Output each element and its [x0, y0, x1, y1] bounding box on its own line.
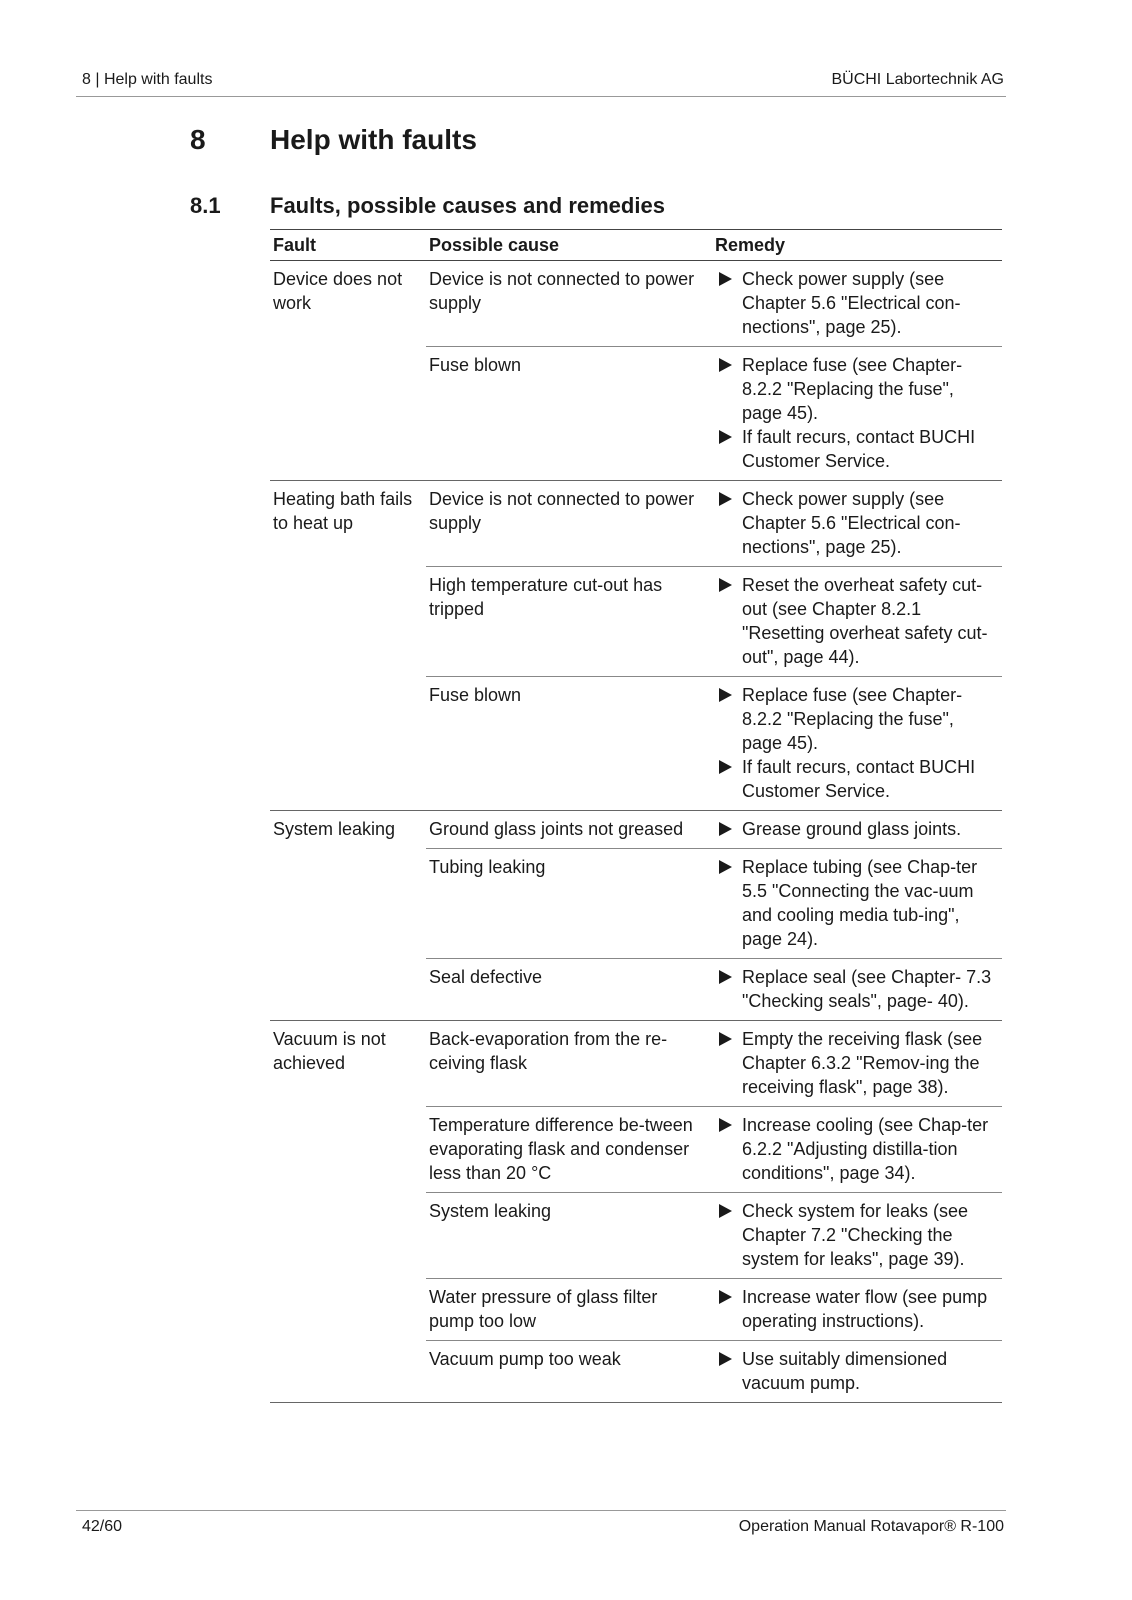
cause-cell: Seal defective	[429, 967, 543, 987]
table-row	[426, 261, 1002, 347]
remedy-text: Check system for leaks (see Chapter 7.2 "Checking the system for leaks", page 39).	[742, 1201, 969, 1269]
table-row	[426, 567, 1002, 677]
remedy-cell	[712, 849, 1002, 958]
fault-cell: Device does not work	[273, 269, 403, 313]
table-header	[270, 229, 1002, 261]
remedy-cell	[712, 959, 1002, 1020]
cause-cell: Vacuum pump too weak	[429, 1349, 621, 1369]
table-row	[426, 811, 1002, 849]
table-row	[426, 347, 1002, 480]
remedy-text: Reset the overheat safety cut-out (see Chapter 8.2.1 "Resetting overheat safety cut-out", page 44).	[742, 575, 988, 667]
cause-cell: Device is not connected to power supply	[429, 489, 695, 533]
remedy-text: If fault recurs, contact BUCHI Customer Service.	[742, 427, 976, 471]
remedy-item	[715, 1113, 998, 1185]
section-title: Faults, possible causes and remedies	[270, 193, 665, 218]
fault-cell: System leaking	[273, 819, 396, 839]
fault-group	[270, 811, 1002, 1021]
remedy-cell	[712, 811, 1002, 848]
remedy-item	[715, 755, 998, 803]
remedy-cell	[712, 261, 1002, 346]
remedy-text: Grease ground glass joints.	[742, 819, 962, 839]
footer-document-title: Operation Manual Rotavapor® R-100	[738, 1518, 1004, 1535]
remedy-text: If fault recurs, contact BUCHI Customer Service.	[742, 757, 976, 801]
remedy-text: Check power supply (see Chapter 5.6 "Electrical con-nections", page 25).	[742, 489, 961, 557]
fault-cell: Vacuum is not achieved	[273, 1029, 386, 1073]
remedy-item	[715, 683, 998, 755]
remedy-item	[715, 1027, 998, 1099]
table-row	[426, 849, 1002, 959]
header-divider	[76, 96, 1006, 97]
remedy-item	[715, 573, 998, 669]
remedy-text: Increase cooling (see Chap-ter 6.2.2 "Adjusting distilla-tion conditions", page 34).	[742, 1115, 989, 1183]
remedy-item	[715, 1199, 998, 1271]
remedy-cell	[712, 481, 1002, 566]
triangle-bullet-icon	[715, 353, 742, 425]
remedy-text: Replace seal (see Chapter- 7.3 "Checking seals", page- 40).	[742, 967, 992, 1011]
remedy-item	[715, 267, 998, 339]
triangle-bullet-icon	[715, 817, 742, 841]
cause-cell: Fuse blown	[429, 355, 522, 375]
triangle-bullet-icon	[715, 855, 742, 951]
remedy-cell	[712, 677, 1002, 810]
triangle-bullet-icon	[715, 1113, 742, 1185]
remedy-cell	[712, 1341, 1002, 1402]
fault-cell: Heating bath fails to heat up	[273, 489, 413, 533]
cause-cell: Ground glass joints not greased	[429, 819, 684, 839]
table-row	[426, 481, 1002, 567]
table-row	[426, 1021, 1002, 1107]
page-number: 42/60	[82, 1518, 123, 1535]
triangle-bullet-icon	[715, 755, 742, 803]
cause-cell: Back-evaporation from the re-ceiving flask	[429, 1029, 668, 1073]
triangle-bullet-icon	[715, 573, 742, 669]
fault-group	[270, 1021, 1002, 1403]
cause-cell: System leaking	[429, 1201, 552, 1221]
table-row	[426, 959, 1002, 1020]
cause-cell: Device is not connected to power supply	[429, 269, 695, 313]
table-row	[426, 677, 1002, 810]
column-header-remedy: Remedy	[715, 234, 786, 255]
remedy-cell	[712, 1021, 1002, 1106]
fault-group	[270, 481, 1002, 811]
header-company: BÜCHI Labortechnik AG	[831, 71, 1004, 88]
remedy-item	[715, 965, 998, 1013]
fault-group	[270, 261, 1002, 481]
remedy-item	[715, 855, 998, 951]
table-row	[426, 1193, 1002, 1279]
triangle-bullet-icon	[715, 1347, 742, 1395]
remedy-item	[715, 425, 998, 473]
chapter-number: 8	[190, 124, 206, 155]
triangle-bullet-icon	[715, 1285, 742, 1333]
remedy-item	[715, 487, 998, 559]
cause-cell: Fuse blown	[429, 685, 522, 705]
table-row	[426, 1279, 1002, 1341]
faults-table	[270, 229, 1002, 1403]
remedy-item	[715, 353, 998, 425]
remedy-item	[715, 1347, 998, 1395]
remedy-cell	[712, 1107, 1002, 1192]
triangle-bullet-icon	[715, 683, 742, 755]
section-number: 8.1	[190, 193, 221, 218]
remedy-text: Increase water flow (see pump operating instructions).	[742, 1287, 988, 1331]
header-section-label: 8 | Help with faults	[82, 71, 213, 88]
remedy-cell	[712, 347, 1002, 480]
triangle-bullet-icon	[715, 1027, 742, 1099]
cause-cell: Tubing leaking	[429, 857, 546, 877]
column-header-fault: Fault	[273, 234, 316, 255]
column-header-cause: Possible cause	[429, 234, 560, 255]
triangle-bullet-icon	[715, 425, 742, 473]
cause-cell: Water pressure of glass filter pump too low	[429, 1287, 658, 1331]
remedy-text: Empty the receiving flask (see Chapter 6.3.2 "Remov-ing the receiving flask", page 38).	[742, 1029, 983, 1097]
chapter-title: Help with faults	[270, 124, 477, 155]
triangle-bullet-icon	[715, 1199, 742, 1271]
remedy-cell	[712, 567, 1002, 676]
triangle-bullet-icon	[715, 487, 742, 559]
triangle-bullet-icon	[715, 267, 742, 339]
remedy-cell	[712, 1193, 1002, 1278]
table-row	[426, 1107, 1002, 1193]
cause-cell: High temperature cut-out has tripped	[429, 575, 663, 619]
table-row	[426, 1341, 1002, 1402]
remedy-item	[715, 817, 998, 841]
cause-cell: Temperature difference be-tween evaporating flask and condenser less than 20 °C	[429, 1115, 693, 1183]
remedy-text: Replace tubing (see Chap-ter 5.5 "Connecting the vac-uum and cooling media tub-ing", page 24).	[742, 857, 978, 949]
remedy-cell	[712, 1279, 1002, 1340]
footer-divider	[76, 1510, 1006, 1511]
remedy-text: Replace fuse (see Chapter- 8.2.2 "Replacing the fuse", page 45).	[742, 355, 963, 423]
remedy-item	[715, 1285, 998, 1333]
remedy-text: Check power supply (see Chapter 5.6 "Electrical con-nections", page 25).	[742, 269, 961, 337]
remedy-text: Use suitably dimensioned vacuum pump.	[742, 1349, 948, 1393]
remedy-text: Replace fuse (see Chapter- 8.2.2 "Replacing the fuse", page 45).	[742, 685, 963, 753]
triangle-bullet-icon	[715, 965, 742, 1013]
